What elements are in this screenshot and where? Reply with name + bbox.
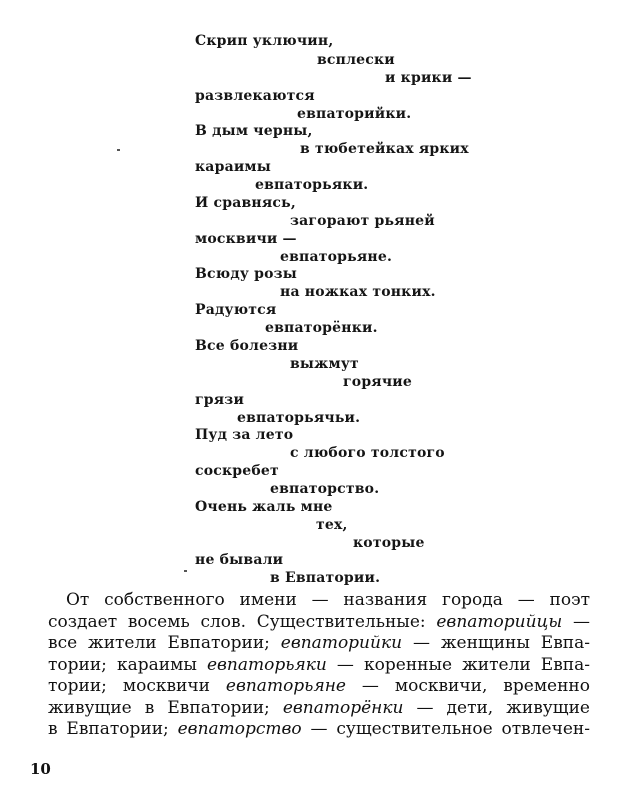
poem-line: с любого толстого — [290, 445, 445, 461]
poem-line: на ножках тонких. — [280, 284, 436, 300]
poem-line: в тюбетейках ярких — [300, 141, 469, 157]
poem-line: караимы — [195, 159, 272, 175]
print-speck — [117, 149, 120, 151]
poem-line: развлекаются — [195, 88, 315, 104]
poem-line: евпаторьячьи. — [237, 410, 361, 426]
prose-line — [48, 676, 590, 698]
prose-text: в Евпатории; — [48, 719, 178, 739]
italic-term: евпаторьяки — [206, 654, 327, 675]
prose-line — [48, 590, 590, 612]
print-speck — [184, 570, 187, 572]
italic-term: евпаторёнки — [282, 697, 404, 718]
prose-text: живущие в Евпатории; — [48, 697, 283, 718]
poem-line: соскребет — [195, 463, 279, 479]
poem-line: евпаторёнки. — [265, 320, 378, 336]
italic-term: евпаторьяне — [225, 676, 346, 696]
page-number: 10 — [30, 760, 51, 778]
poem-line: которые — [353, 535, 425, 551]
poem-line: грязи — [195, 392, 245, 408]
prose-text: — москвичи, временно — [345, 676, 590, 696]
italic-term: евпаторийки — [280, 633, 403, 653]
prose-text: — коренные жители Евпа- — [326, 654, 590, 675]
prose-text: все жители Евпатории; — [48, 633, 281, 653]
poem-line: Пуд за лето — [195, 427, 294, 443]
poem-line: тех, — [316, 517, 348, 533]
poem-line: не бывали — [195, 552, 284, 568]
prose-text: тории; москвичи — [48, 676, 226, 696]
prose-line — [48, 633, 590, 655]
prose-text: — — [562, 611, 590, 632]
poem-line: Радуются — [195, 302, 277, 318]
poem-line: москвичи — — [195, 231, 297, 247]
prose-text: тории; караимы — [48, 654, 207, 675]
poem-line: Очень жаль мне — [195, 499, 333, 515]
prose-line — [48, 698, 590, 720]
poem-line: Скрип уключин, — [195, 33, 334, 49]
poem-line: И сравнясь, — [195, 195, 296, 211]
poem-line: и крики — — [385, 70, 472, 86]
poem-line: загорают рьяней — [290, 213, 435, 229]
prose-line — [48, 612, 590, 634]
poem-line: Все болезни — [195, 338, 299, 354]
poem-line: В дым черны, — [195, 123, 313, 139]
prose-paragraph — [48, 590, 590, 741]
poem-line: Всюду розы — [195, 266, 297, 282]
poem-line: евпаторство. — [270, 481, 380, 497]
italic-term: евпаторийцы — [436, 611, 563, 632]
poem-line: всплески — [317, 52, 395, 68]
prose-text: — женщины Евпа- — [402, 633, 590, 653]
prose-line — [48, 719, 590, 741]
italic-term: евпаторство — [177, 719, 302, 739]
prose-text: — дети, живущие — [403, 697, 590, 718]
poem-line: евпаторийки. — [297, 106, 412, 122]
prose-text: От собственного имени — названия города — поэт — [66, 590, 590, 610]
prose-text: создает восемь слов. Существительные: — [48, 611, 437, 632]
poem-line: горячие — [343, 374, 412, 390]
poem-line: выжмут — [290, 356, 359, 372]
poem-line: евпаторьяки. — [255, 177, 369, 193]
prose-text: — существительное отвлечен- — [301, 719, 590, 739]
prose-line — [48, 655, 590, 677]
poem-line: в Евпатории. — [270, 570, 381, 586]
poem-line: евпаторьяне. — [280, 249, 393, 265]
